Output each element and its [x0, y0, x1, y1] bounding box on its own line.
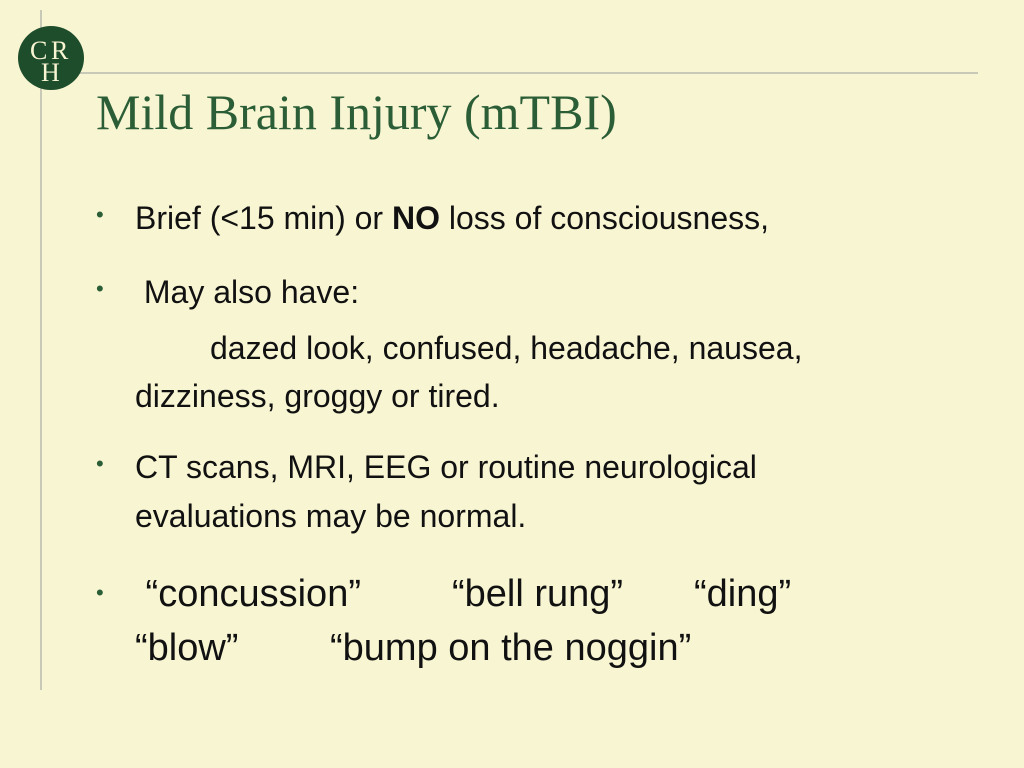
bullet-dot: • [96, 276, 104, 301]
symptoms-line-1: dazed look, confused, headache, nausea, [210, 330, 803, 366]
horizontal-rule [40, 72, 978, 74]
slang-term-bell-rung: “bell rung” [452, 573, 624, 615]
vertical-rule [40, 10, 42, 690]
logo-letter-h: H [41, 58, 60, 87]
bullet-dot: • [96, 580, 104, 605]
bullet-dot: • [96, 451, 104, 476]
logo-letter-c: C [30, 36, 48, 65]
bullet1-emphasis: NO [391, 200, 440, 236]
crh-logo [18, 26, 84, 90]
slang-term-ding: “ding” [694, 573, 792, 615]
slang-term-blow: “blow” [135, 627, 239, 669]
slang-term-bump-on-the-noggin: “bump on the noggin” [330, 627, 692, 669]
bullet-ct-scans-line-1: CT scans, MRI, EEG or routine neurological [135, 449, 757, 485]
bullet-loss-of-consciousness [135, 198, 769, 238]
symptoms-line-2: dizziness, groggy or tired. [135, 378, 500, 414]
bullet-ct-scans-line-2: evaluations may be normal. [135, 498, 527, 534]
bullet-dot: • [96, 202, 104, 227]
logo-letter-r: R [51, 36, 69, 65]
bullet1-text-a: Brief (<15 min) or [135, 200, 392, 236]
bullet1-text-b: loss of consciousness, [439, 200, 770, 236]
bullet-may-also-have: May also have: [135, 274, 360, 310]
slang-term-concussion: “concussion” [135, 573, 361, 615]
slide-title: Mild Brain Injury (mTBI) [96, 84, 617, 140]
